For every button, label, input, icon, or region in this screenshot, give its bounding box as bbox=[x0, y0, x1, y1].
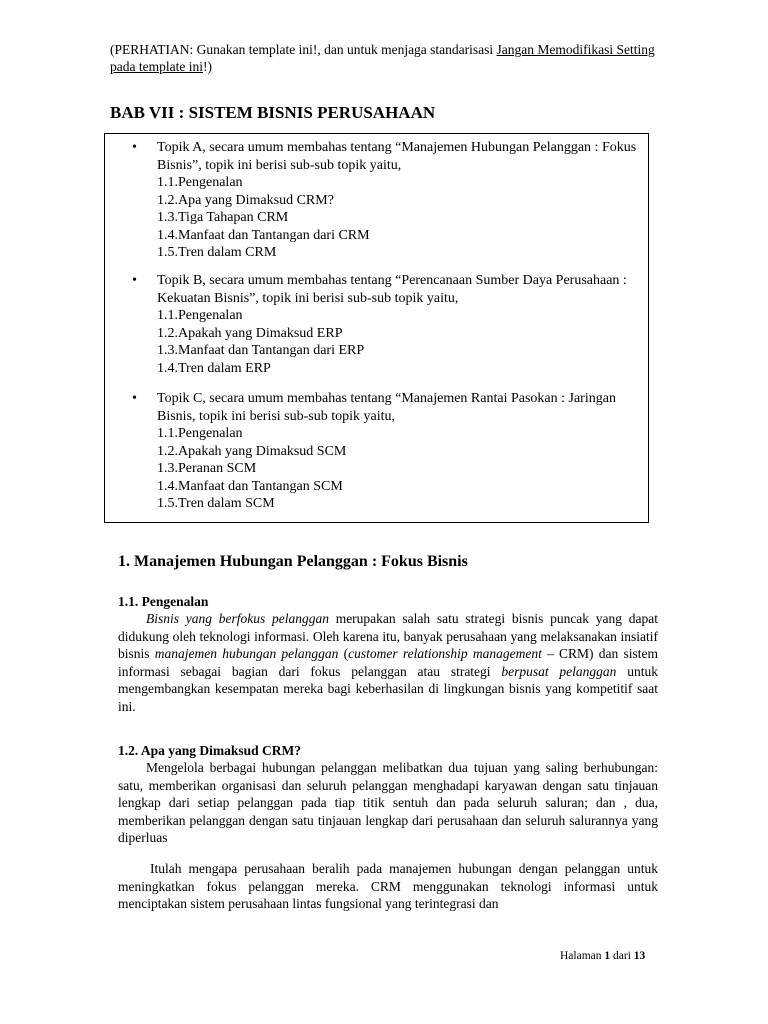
italic-text: Bisnis yang berfokus pelanggan bbox=[146, 611, 329, 626]
topic-description: Topik B, secara umum membahas tentang “Perencanaan Sumber Daya Perusahaan : Kekuatan Bisnis”, topik ini berisi sub-sub topik yaitu, bbox=[157, 273, 627, 306]
list-item: 1.2.Apa yang Dimaksud CRM? bbox=[157, 192, 334, 208]
current-page: 1 bbox=[604, 950, 611, 962]
template-notice bbox=[110, 41, 660, 75]
subtopic-list bbox=[157, 425, 346, 513]
paragraph-pengenalan bbox=[118, 610, 658, 715]
list-item: 1.3.Peranan SCM bbox=[157, 461, 257, 476]
list-item: 1.5.Tren dalam SCM bbox=[157, 496, 275, 511]
body-text: untuk mengembangkan kesempatan mereka bagi keberhasilan di lingkungan bisnis yang kompetitif saat ini. bbox=[118, 663, 658, 714]
list-item: 1.2.Apakah yang Dimaksud ERP bbox=[157, 325, 343, 341]
italic-text: customer relationship management bbox=[348, 646, 542, 661]
bullet-icon: • bbox=[132, 273, 137, 288]
bullet-icon: • bbox=[132, 140, 137, 155]
paragraph-apa-crm-1 bbox=[118, 759, 658, 847]
notice-warning-underlined: Jangan Memodifikasi Setting pada template ini bbox=[110, 42, 655, 74]
notice-suffix: !) bbox=[202, 59, 212, 74]
body-text: Itulah mengapa perusahaan beralih pada manajemen hubungan dengan pelanggan untuk meningkatkan fokus pelanggan mereka. CRM menggunakan teknologi informasi untuk menciptakan sistem perusahaan lintas fungsional yang terintegrasi dan bbox=[118, 861, 658, 911]
italic-text: berpusat pelanggan bbox=[501, 663, 617, 679]
list-item: 1.1.Pengenalan bbox=[157, 308, 243, 323]
chapter-title: BAB VII : SISTEM BISNIS PERUSAHAAN bbox=[110, 103, 436, 122]
page-of-label: dari bbox=[613, 950, 631, 962]
topic-description: Topik C, secara umum membahas tentang “Manajemen Rantai Pasokan : Jaringan Bisnis, topik ini berisi sub-sub topik yaitu, bbox=[157, 391, 616, 424]
subtopic-list bbox=[157, 307, 364, 377]
list-item: 1.3.Manfaat dan Tantangan dari ERP bbox=[157, 343, 365, 358]
body-text: merupakan salah satu strategi bisnis puncak yang dapat didukung oleh teknologi informasi. Oleh karena itu, banyak perusahaan yang melaksanakan insiatif bisnis bbox=[118, 611, 659, 661]
body-text: ( bbox=[338, 646, 349, 661]
list-item: 1.1.Pengenalan bbox=[157, 175, 243, 190]
total-pages: 13 bbox=[633, 950, 646, 962]
body-text: – CRM) dan sistem informasi sebagai bagian dari fokus pelanggan atau strategi bbox=[118, 646, 658, 679]
list-item: 1.4.Manfaat dan Tantangan dari CRM bbox=[157, 227, 370, 243]
list-item: 1.3.Tiga Tahapan CRM bbox=[157, 210, 289, 225]
page-label: Halaman bbox=[560, 950, 602, 962]
topic-outline-box bbox=[104, 133, 649, 523]
notice-prefix: (PERHATIAN: Gunakan template ini!, dan untuk menjaga standarisasi bbox=[110, 42, 497, 57]
page-number-footer bbox=[560, 948, 645, 965]
italic-text: manajemen hubungan pelanggan bbox=[154, 646, 339, 661]
bullet-icon: • bbox=[132, 391, 137, 406]
section-title: 1. Manajemen Hubungan Pelanggan : Fokus Bisnis bbox=[118, 553, 468, 570]
list-item: 1.4.Manfaat dan Tantangan SCM bbox=[157, 478, 343, 494]
subtopic-list bbox=[157, 174, 370, 262]
list-item: 1.5.Tren dalam CRM bbox=[157, 245, 277, 260]
list-item: 1.1.Pengenalan bbox=[157, 426, 243, 441]
paragraph-apa-crm-2 bbox=[118, 860, 658, 913]
body-text: Mengelola berbagai hubungan pelanggan melibatkan dua tujuan yang saling berhubungan: satu, memberikan organisasi dan seluruh pelanggan menghadapi karyawan dengan satu tinjauan lengkap dari setiap pelanggan pada tiap titik sentuh dan pada seluruh saluran; dan , dua, memberikan pelanggan dengan satu tinjauan lengkap dari perusahaan dan seluruh salurannya yang diperluas bbox=[118, 760, 658, 845]
topic-description: Topik A, secara umum membahas tentang “Manajemen Hubungan Pelanggan : Fokus Bisnis”, topik ini berisi sub-sub topik yaitu, bbox=[157, 140, 637, 173]
list-item: 1.2.Apakah yang Dimaksud SCM bbox=[157, 443, 347, 459]
subsection-title-pengenalan: 1.1. Pengenalan bbox=[118, 594, 209, 609]
list-item: 1.4.Tren dalam ERP bbox=[157, 360, 271, 376]
subsection-title-apa-crm: 1.2. Apa yang Dimaksud CRM? bbox=[118, 743, 302, 758]
